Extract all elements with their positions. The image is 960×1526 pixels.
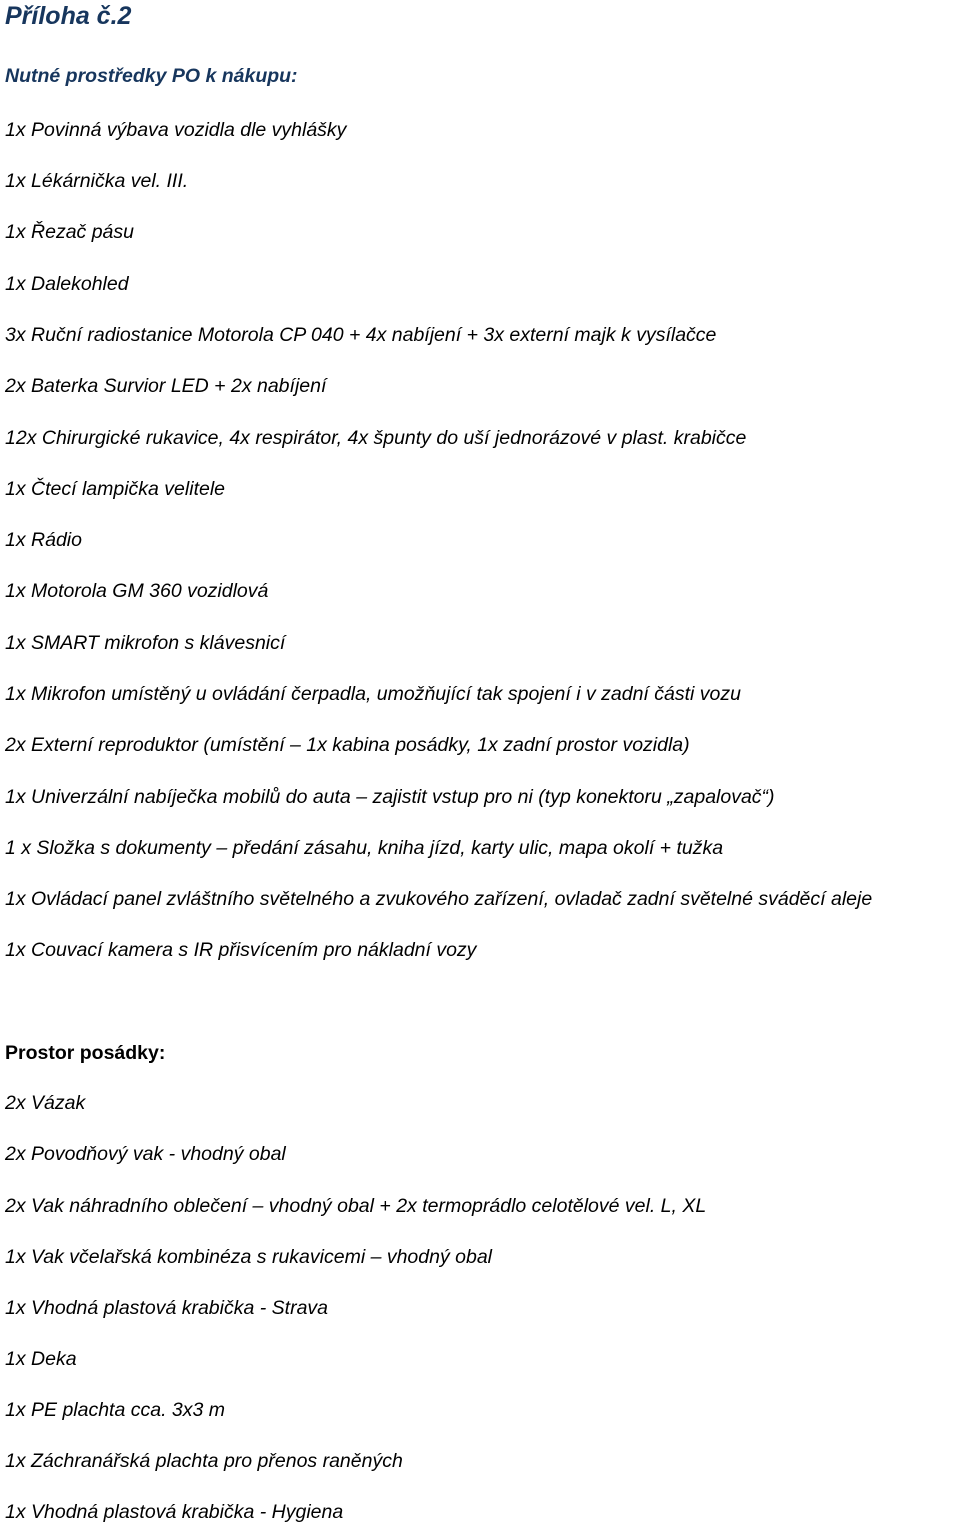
list-item: 1x Motorola GM 360 vozidlová bbox=[5, 580, 269, 602]
list-item: 1x Vhodná plastová krabička - Strava bbox=[5, 1297, 329, 1319]
list-item: 1x Řezač pásu bbox=[5, 221, 134, 243]
list-item: 2x Povodňový vak - vhodný obal bbox=[5, 1143, 286, 1165]
list-item: 1x Rádio bbox=[5, 529, 82, 551]
list-item: 1x Couvací kamera s IR přisvícením pro nákladní vozy bbox=[5, 939, 477, 961]
list-item: 2x Vázak bbox=[5, 1092, 86, 1114]
list-item: 1x Ovládací panel zvláštního světelného a zvukového zařízení, ovladač zadní světelné sváděcí aleje bbox=[5, 888, 873, 910]
list-item: 1x Povinná výbava vozidla dle vyhlášky bbox=[5, 119, 347, 141]
list-item: 2x Vak náhradního oblečení – vhodný obal + 2x termoprádlo celotělové vel. L, XL bbox=[5, 1195, 707, 1217]
list-item: 1x Záchranářská plachta pro přenos raněných bbox=[5, 1450, 403, 1472]
list-item: 1x Dalekohled bbox=[5, 273, 129, 295]
list-item: 12x Chirurgické rukavice, 4x respirátor, 4x špunty do uší jednorázové v plast. krabičce bbox=[5, 427, 747, 449]
list-item: 1x Deka bbox=[5, 1348, 77, 1370]
section-heading-crew-space: Prostor posádky: bbox=[5, 1042, 166, 1064]
list-item: 1x Vhodná plastová krabička - Hygiena bbox=[5, 1501, 344, 1523]
list-item: 1x PE plachta cca. 3x3 m bbox=[5, 1399, 226, 1421]
list-item: 1x Čtecí lampička velitele bbox=[5, 478, 226, 500]
document-title: Příloha č.2 bbox=[5, 2, 132, 30]
list-item: 1x Mikrofon umístěný u ovládání čerpadla, umožňující tak spojení i v zadní části vozu bbox=[5, 683, 741, 705]
list-item: 1x SMART mikrofon s klávesnicí bbox=[5, 632, 286, 654]
list-item: 1x Univerzální nabíječka mobilů do auta – zajistit vstup pro ni (typ konektoru „zapalovač“) bbox=[5, 786, 775, 808]
list-item: 3x Ruční radiostanice Motorola CP 040 + 4x nabíjení + 3x externí majk k vysílačce bbox=[5, 324, 717, 346]
list-item: 1x Lékárnička vel. III. bbox=[5, 170, 189, 192]
list-item: 1x Vak včelařská kombinéza s rukavicemi – vhodný obal bbox=[5, 1246, 493, 1268]
list-item: 1 x Složka s dokumenty – předání zásahu, kniha jízd, karty ulic, mapa okolí + tužka bbox=[5, 837, 724, 859]
section-heading-purchase: Nutné prostředky PO k nákupu: bbox=[5, 65, 298, 87]
list-item: 2x Externí reproduktor (umístění – 1x kabina posádky, 1x zadní prostor vozidla) bbox=[5, 734, 690, 756]
list-item: 2x Baterka Survior LED + 2x nabíjení bbox=[5, 375, 327, 397]
